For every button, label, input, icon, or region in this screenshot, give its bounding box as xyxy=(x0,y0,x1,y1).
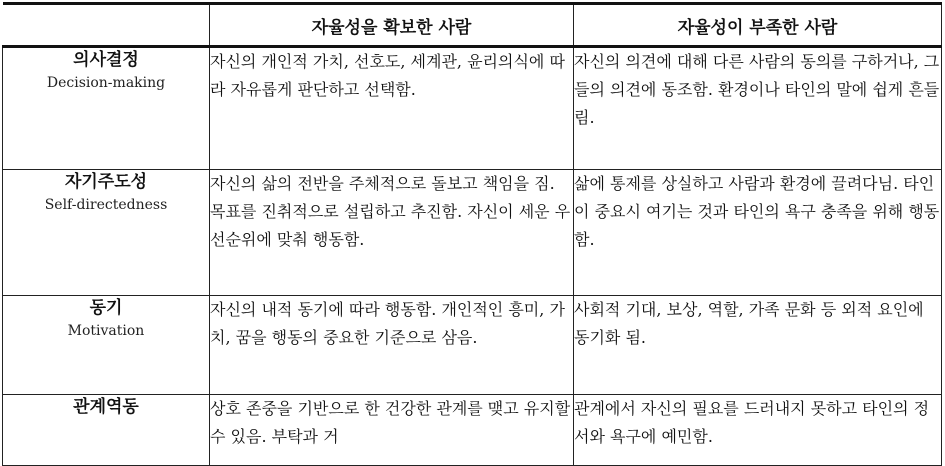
table-row-decision-making xyxy=(3,47,942,170)
cell-text: 관계에서 자신의 필요를 드러내지 못하고 타인의 정서와 욕구에 예민함. xyxy=(574,399,930,446)
row-title-ko: 자기주도성 xyxy=(64,172,148,192)
row-title-ko: 의사결정 xyxy=(73,50,139,70)
row-title-en: Motivation xyxy=(67,323,145,339)
table-row-self-directedness xyxy=(3,170,942,296)
autonomy-comparison-table xyxy=(2,2,942,466)
cell-lacking xyxy=(574,47,942,170)
row-header-relationship-dynamics xyxy=(3,395,210,466)
cell-text: 자신의 의견에 대해 다른 사람의 동의를 구하거나, 그들의 의견에 동조함. 환경이나 타인의 말에 쉽게 흔들림. xyxy=(574,52,940,127)
header-corner-cell xyxy=(3,4,210,47)
cell-lacking xyxy=(574,170,942,296)
row-header-decision-making xyxy=(3,47,210,170)
cell-autonomous xyxy=(210,296,574,395)
cell-text: 자신의 삶의 전반을 주체적으로 돌보고 책임을 짐. 목표를 진취적으로 설립하고 추진함. 자신이 세운 우선순위에 맞춰 행동함. xyxy=(210,174,571,249)
cell-lacking xyxy=(574,395,942,466)
cell-autonomous xyxy=(210,47,574,170)
header-lacking-autonomy: 자율성이 부족한 사람 xyxy=(574,4,942,47)
row-header-motivation xyxy=(3,296,210,395)
cell-autonomous xyxy=(210,395,574,466)
cell-text: 상호 존중을 기반으로 한 건강한 관계를 맺고 유지할 수 있음. 부탁과 거 xyxy=(210,399,571,446)
row-header-self-directedness xyxy=(3,170,210,296)
row-title-en: Self-directedness xyxy=(44,197,168,213)
cell-text: 삶에 통제를 상실하고 사람과 환경에 끌려다님. 타인이 중요시 여기는 것과 타인의 욕구 충족을 위해 행동함. xyxy=(574,174,940,249)
cell-lacking xyxy=(574,296,942,395)
cell-autonomous xyxy=(210,170,574,296)
table-row-motivation xyxy=(3,296,942,395)
cell-text: 자신의 개인적 가치, 선호도, 세계관, 윤리의식에 따라 자유롭게 판단하고 선택함. xyxy=(210,52,565,99)
header-row xyxy=(3,4,942,47)
row-title-ko: 동기 xyxy=(89,298,123,318)
row-title-en: Decision-making xyxy=(46,75,166,91)
header-autonomous: 자율성을 확보한 사람 xyxy=(210,4,574,47)
table-row-relationship-dynamics xyxy=(3,395,942,466)
row-title-ko: 관계역동 xyxy=(73,397,139,417)
cell-text: 사회적 기대, 보상, 역할, 가족 문화 등 외적 요인에 동기화 됨. xyxy=(574,300,924,347)
cell-text: 자신의 내적 동기에 따라 행동함. 개인적인 흥미, 가치, 꿈을 행동의 중요한 기준으로 삼음. xyxy=(210,300,565,347)
